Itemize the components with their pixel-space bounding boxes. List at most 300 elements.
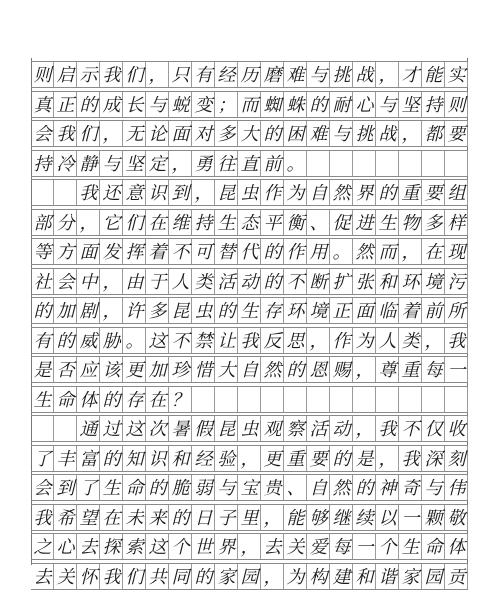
grid-cell-char: 希: [56, 507, 75, 529]
grid-cell-char: 和: [355, 566, 374, 588]
grid-cell-char: 子: [217, 507, 236, 529]
grid-cell-char: 更: [263, 448, 282, 470]
grid-cell-char: ，: [378, 65, 397, 86]
grid-cell-char: 继: [332, 507, 351, 529]
grid-cell-char: [31, 417, 54, 442]
grid-cell-char: 要: [309, 448, 328, 470]
grid-cell-char: 往: [217, 153, 236, 175]
grid-cell-char: 每: [424, 360, 443, 381]
grid-cell-char: 为: [286, 183, 305, 204]
grid-cell-char: 组: [447, 183, 466, 204]
grid-cell-char: ，: [102, 301, 121, 322]
grid-cell-char: 多: [148, 301, 167, 322]
essay-line-text: [31, 211, 468, 236]
grid-cell-char: 方: [56, 242, 75, 263]
grid-cell-char: 思: [286, 330, 305, 352]
grid-cell-char: 战: [378, 124, 397, 145]
grid-cell-char: 剧: [79, 301, 98, 322]
grid-cell-char: 可: [194, 242, 213, 263]
grid-cell-char: 然: [263, 360, 282, 381]
grid-cell-char: 察: [286, 419, 305, 440]
grid-cell-char: 与: [309, 65, 328, 86]
grid-cell-char: 谐: [378, 566, 397, 588]
essay-line-text: [31, 93, 468, 118]
grid-cell-char: 贡: [447, 566, 466, 588]
grid-cell-char: ，: [240, 537, 259, 558]
grid-cell-char: 坚: [401, 94, 420, 116]
grid-cell-char: 命: [424, 537, 443, 558]
grid-cell-char: 的: [355, 478, 374, 499]
grid-cell-char: 恩: [309, 360, 328, 381]
grid-cell-char: 挑: [332, 65, 351, 86]
grid-cell-char: 为: [286, 566, 305, 588]
grid-cell-char: 关: [286, 537, 305, 558]
grid-cell-char: 它: [102, 212, 121, 234]
grid-cell-char: 去: [263, 537, 282, 558]
grid-cell-char: 才: [401, 65, 420, 86]
grid-cell-char: 、: [286, 478, 305, 499]
grid-cell-char: 所: [447, 301, 466, 322]
grid-cell-char: 不: [171, 242, 190, 263]
grid-cell-char: 面: [171, 124, 190, 145]
grid-cell-char: 难: [286, 65, 305, 86]
grid-cell-char: 历: [240, 65, 259, 86]
grid-cell-char: 生: [378, 212, 397, 234]
essay-line-text: [31, 270, 468, 295]
essay-line: [31, 533, 468, 560]
grid-cell-char: 作: [286, 242, 305, 263]
grid-cell-char: 赐: [332, 360, 351, 381]
grid-cell-char: 仅: [424, 419, 443, 440]
grid-cell-char: 世: [194, 537, 213, 558]
grid-cell-char: 到: [56, 478, 75, 499]
grid-cell-char: ，: [309, 330, 328, 352]
grid-cell-char: 体: [79, 389, 98, 411]
grid-cell-char: ，: [424, 330, 443, 352]
grid-cell-char: 敬: [447, 507, 466, 529]
essay-line: [31, 445, 468, 472]
grid-cell-char: ，: [355, 360, 374, 381]
grid-cell-char: 启: [56, 65, 75, 86]
grid-cell-char: 深: [424, 448, 443, 470]
grid-cell-char: 环: [401, 271, 420, 293]
grid-cell-char: 有: [194, 65, 213, 86]
grid-cell-char: 昆: [217, 419, 236, 440]
grid-cell-char: 蛛: [286, 94, 305, 116]
grid-cell-char: ，: [263, 507, 282, 529]
grid-cell-char: 意: [125, 183, 144, 204]
grid-cell-char: 人: [171, 271, 190, 293]
grid-cell-char: 不: [401, 419, 420, 440]
grid-cell-char: 去: [79, 537, 98, 558]
grid-cell-char: 的: [263, 242, 282, 263]
grid-cell-char: 宝: [240, 478, 259, 499]
grid-cell-char: 张: [355, 271, 374, 293]
grid-cell-char: 加: [148, 360, 167, 381]
grid-cell-char: 关: [56, 566, 75, 588]
grid-cell-char: 这: [148, 537, 167, 558]
grid-cell-char: 让: [217, 330, 236, 352]
grid-cell-char: 够: [309, 507, 328, 529]
grid-cell-char: 我: [102, 65, 121, 86]
essay-line: [31, 327, 468, 354]
grid-cell-char: 多: [217, 124, 236, 145]
grid-cell-char: 在: [148, 212, 167, 234]
grid-cell-char: 个: [378, 537, 397, 558]
grid-cell-char: ，: [355, 419, 374, 440]
grid-cell-char: 能: [286, 507, 305, 529]
grid-cell-char: 以: [378, 507, 397, 529]
grid-cell-char: 断: [309, 271, 328, 293]
grid-cell-char: 一: [447, 360, 466, 381]
grid-cell-char: 还: [102, 183, 121, 204]
grid-cell-char: 多: [424, 212, 443, 234]
grid-cell-char: 生: [240, 301, 259, 322]
grid-cell-char: 维: [171, 212, 190, 234]
grid-cell-char: 与: [332, 124, 351, 145]
grid-cell-char: 境: [309, 301, 328, 322]
grid-cell-char: 与: [424, 478, 443, 499]
grid-cell-char: 经: [194, 448, 213, 470]
grid-cell-char: 发: [102, 242, 121, 263]
grid-cell-char: 中: [79, 271, 98, 293]
grid-cell-char: 建: [332, 566, 351, 588]
grid-cell-char: 勇: [194, 153, 213, 175]
grid-cell-char: 界: [217, 537, 236, 558]
grid-cell-char: 们: [79, 124, 98, 145]
grid-cell-char: 的: [102, 389, 121, 411]
grid-cell-char: 通: [79, 419, 98, 440]
grid-cell-char: 实: [447, 65, 466, 86]
grid-cell-char: 重: [286, 448, 305, 470]
grid-cell-char: 们: [125, 65, 144, 86]
grid-cell-char: 收: [447, 419, 466, 440]
grid-cell-char: 日: [194, 507, 213, 529]
grid-cell-char: 许: [125, 301, 144, 322]
grid-cell-char: 挥: [125, 242, 144, 263]
grid-cell-char: 类: [401, 330, 420, 352]
grid-cell-char: 正: [332, 301, 351, 322]
grid-cell-char: 了: [79, 478, 98, 499]
grid-cell-char: 弱: [194, 478, 213, 499]
grid-cell-char: 在: [148, 389, 167, 411]
grid-cell-char: 去: [33, 566, 52, 588]
grid-cell-char: 进: [355, 212, 374, 234]
grid-cell-char: 我: [56, 124, 75, 145]
essay-line-text: [31, 388, 468, 413]
grid-cell-char: 境: [424, 271, 443, 293]
grid-cell-char: 观: [263, 419, 282, 440]
grid-cell-char: 大: [240, 124, 259, 145]
grid-cell-char: 之: [33, 537, 52, 558]
grid-cell-char: 伟: [447, 478, 466, 499]
grid-cell-char: 探: [102, 537, 121, 558]
grid-cell-char: 识: [148, 183, 167, 204]
grid-cell-char: 静: [79, 153, 98, 175]
grid-cell-char: 然: [355, 242, 374, 263]
grid-cell-char: 大: [217, 360, 236, 381]
grid-cell-char: 部: [33, 212, 52, 234]
grid-cell-char: 只: [171, 65, 190, 86]
grid-cell-char: 持: [194, 212, 213, 234]
grid-cell-char: 正: [56, 94, 75, 116]
grid-cell-char: 而: [240, 94, 259, 116]
grid-cell-char: 要: [447, 124, 466, 145]
grid-cell-char: 会: [33, 478, 52, 499]
grid-cell-char: 存: [125, 389, 144, 411]
grid-cell-char: 衡: [286, 212, 305, 234]
grid-cell-char: 生: [33, 389, 52, 411]
essay-line-text: [31, 63, 468, 88]
grid-cell-char: 验: [217, 448, 236, 470]
grid-cell-char: 难: [309, 124, 328, 145]
essay-line: [31, 474, 468, 501]
essay-line: [31, 179, 468, 206]
grid-cell-char: 反: [263, 330, 282, 352]
grid-cell-char: 成: [102, 94, 121, 116]
grid-cell-char: 胁: [102, 330, 121, 352]
grid-cell-char: 共: [148, 566, 167, 588]
grid-cell-char: 我: [240, 330, 259, 352]
grid-cell-char: 一: [401, 507, 420, 529]
grid-cell-char: 与: [148, 94, 167, 116]
grid-cell-char: ；: [217, 94, 236, 116]
grid-cell-char: 论: [148, 124, 167, 145]
grid-cell-char: [31, 181, 54, 206]
grid-cell-char: 惜: [194, 360, 213, 381]
grid-cell-char: 昆: [217, 183, 236, 204]
grid-cell-char: 怀: [79, 566, 98, 588]
grid-cell-char: 类: [194, 271, 213, 293]
grid-cell-char: 真: [33, 94, 52, 116]
grid-cell-char: 活: [217, 271, 236, 293]
essay-line-text: [31, 417, 468, 442]
grid-cell-char: 昆: [171, 301, 190, 322]
grid-cell-char: 里: [240, 507, 259, 529]
grid-cell-char: 了: [33, 448, 52, 470]
grid-cell-char: 都: [424, 124, 443, 145]
grid-cell-char: 未: [125, 507, 144, 529]
essay-line: [31, 415, 468, 442]
grid-cell-char: 的: [332, 448, 351, 470]
grid-cell-char: 续: [355, 507, 374, 529]
grid-cell-char: ？: [171, 389, 190, 411]
grid-cell-char: 污: [447, 271, 466, 293]
grid-cell-char: 尊: [378, 360, 397, 381]
grid-cell-char: 奇: [401, 478, 420, 499]
grid-cell-char: 冷: [56, 153, 75, 175]
grid-cell-char: 体: [447, 537, 466, 558]
grid-cell-char: 的: [148, 478, 167, 499]
grid-cell-char: 脆: [171, 478, 190, 499]
grid-cell-char: 自: [309, 183, 328, 204]
grid-cell-char: 替: [217, 242, 236, 263]
grid-cell-char: ，: [401, 124, 420, 145]
grid-cell-char: 对: [194, 124, 213, 145]
grid-cell-char: 每: [332, 537, 351, 558]
grid-cell-char: 该: [102, 360, 121, 381]
grid-cell-char: 园: [240, 566, 259, 588]
grid-cell-char: 社: [33, 271, 52, 293]
grid-cell-char: 的: [171, 507, 190, 529]
essay-line: [31, 120, 468, 147]
grid-cell-char: [54, 181, 77, 206]
grid-cell-char: 扩: [332, 271, 351, 293]
essay-line-text: [31, 152, 468, 177]
grid-cell-char: 生: [401, 537, 420, 558]
essay-line-text: [31, 240, 468, 265]
grid-cell-char: 我: [378, 419, 397, 440]
grid-cell-char: 坚: [125, 153, 144, 175]
grid-cell-char: 威: [79, 330, 98, 352]
grid-cell-char: ，: [102, 271, 121, 293]
grid-cell-char: 则: [447, 94, 466, 116]
grid-cell-char: 过: [102, 419, 121, 440]
grid-cell-char: 在: [424, 242, 443, 263]
grid-cell-char: 平: [263, 212, 282, 234]
essay-line-text: [31, 329, 468, 354]
grid-cell-char: 在: [102, 507, 121, 529]
grid-cell-char: 能: [424, 65, 443, 86]
grid-cell-char: 定: [148, 153, 167, 175]
essay-line: [31, 268, 468, 295]
grid-cell-char: 磨: [263, 65, 282, 86]
grid-cell-char: 和: [171, 448, 190, 470]
essay-line: [31, 150, 468, 177]
grid-cell-char: 而: [378, 242, 397, 263]
essay-line-text: [31, 358, 468, 383]
grid-cell-char: 前: [263, 153, 282, 175]
grid-cell-char: 蜕: [171, 94, 190, 116]
grid-cell-char: ，: [240, 448, 259, 470]
essay-line-text: [31, 535, 468, 560]
grid-cell-char: 样: [447, 212, 466, 234]
grid-cell-char: 然: [332, 478, 351, 499]
essay-line: [31, 297, 468, 324]
grid-cell-char: 不: [286, 271, 305, 293]
grid-cell-char: 由: [125, 271, 144, 293]
essay-line: [31, 91, 468, 118]
grid-cell-char: 虫: [240, 183, 259, 204]
grid-cell-char: ，: [378, 448, 397, 470]
grid-cell-char: 富: [79, 448, 98, 470]
grid-cell-char: 们: [125, 212, 144, 234]
grid-cell-char: ，: [102, 124, 121, 145]
grid-cell-char: 着: [148, 242, 167, 263]
grid-cell-char: 经: [217, 65, 236, 86]
grid-cell-char: 的: [56, 330, 75, 352]
grid-cell-char: 自: [240, 360, 259, 381]
grid-cell-char: 刻: [447, 448, 466, 470]
grid-cell-char: 动: [332, 419, 351, 440]
grid-cell-char: 。: [125, 330, 144, 352]
grid-cell-char: 这: [125, 419, 144, 440]
grid-cell-char: 命: [56, 389, 75, 411]
grid-cell-char: 长: [125, 94, 144, 116]
grid-cell-char: 要: [424, 183, 443, 204]
essay-line-text: [31, 122, 468, 147]
grid-cell-char: 们: [125, 566, 144, 588]
grid-cell-char: 的: [286, 360, 305, 381]
grid-cell-char: 我: [33, 507, 52, 529]
grid-cell-char: 和: [378, 271, 397, 293]
grid-cell-char: 作: [332, 330, 351, 352]
grid-cell-char: 个: [171, 537, 190, 558]
grid-cell-char: 的: [309, 94, 328, 116]
grid-cell-char: 一: [355, 537, 374, 558]
grid-cell-char: 环: [286, 301, 305, 322]
grid-cell-char: 挑: [355, 124, 374, 145]
grid-cell-char: 等: [33, 242, 52, 263]
essay-line-text: [31, 506, 468, 531]
grid-cell-char: 蜘: [263, 94, 282, 116]
grid-cell-char: [54, 417, 77, 442]
grid-cell-char: 着: [401, 301, 420, 322]
grid-cell-char: 无: [125, 124, 144, 145]
essay-line: [31, 238, 468, 265]
grid-cell-char: 禁: [194, 330, 213, 352]
essay-line-text: [31, 476, 468, 501]
grid-cell-char: 现: [447, 242, 466, 263]
grid-cell-char: ，: [194, 183, 213, 204]
grid-cell-char: 活: [309, 419, 328, 440]
essay-line: [31, 504, 468, 531]
essay-line: [31, 563, 468, 590]
grid-cell-char: 用: [309, 242, 328, 263]
grid-cell-char: 与: [378, 94, 397, 116]
grid-cell-char: 的: [263, 124, 282, 145]
grid-cell-char: 临: [378, 301, 397, 322]
grid-cell-char: 分: [56, 212, 75, 234]
grid-cell-char: 自: [309, 478, 328, 499]
grid-cell-char: 神: [378, 478, 397, 499]
grid-cell-char: 心: [56, 537, 75, 558]
essay-line: [31, 386, 468, 413]
essay-line: [31, 356, 468, 383]
grid-cell-char: 虫: [240, 419, 259, 440]
grid-cell-char: 家: [217, 566, 236, 588]
grid-cell-char: 面: [355, 301, 374, 322]
grid-cell-char: 丰: [56, 448, 75, 470]
grid-cell-char: 会: [56, 271, 75, 293]
grid-cell-char: 困: [286, 124, 305, 145]
grid-cell-char: 生: [217, 212, 236, 234]
grid-cell-char: 知: [125, 448, 144, 470]
grid-cell-char: 贵: [263, 478, 282, 499]
grid-cell-char: 物: [401, 212, 420, 234]
grid-cell-char: ，: [263, 566, 282, 588]
grid-cell-char: 的: [263, 271, 282, 293]
grid-cell-char: 是: [33, 360, 52, 381]
grid-cell-char: 面: [79, 242, 98, 263]
grid-cell-char: 到: [171, 183, 190, 204]
grid-cell-char: 我: [79, 183, 98, 204]
grid-cell-char: 命: [125, 478, 144, 499]
grid-cell-char: 的: [79, 94, 98, 116]
grid-cell-char: 来: [148, 507, 167, 529]
grid-cell-char: 。: [332, 242, 351, 263]
grid-cell-char: 重: [401, 360, 420, 381]
grid-cell-char: 园: [424, 566, 443, 588]
grid-cell-char: 直: [240, 153, 259, 175]
grid-cell-char: 的: [217, 301, 236, 322]
essay-line-text: [31, 565, 468, 590]
grid-cell-char: 的: [194, 566, 213, 588]
grid-cell-char: 否: [56, 360, 75, 381]
grid-cell-char: 与: [102, 153, 121, 175]
grid-cell-char: 次: [148, 419, 167, 440]
grid-cell-char: 有: [33, 330, 52, 352]
